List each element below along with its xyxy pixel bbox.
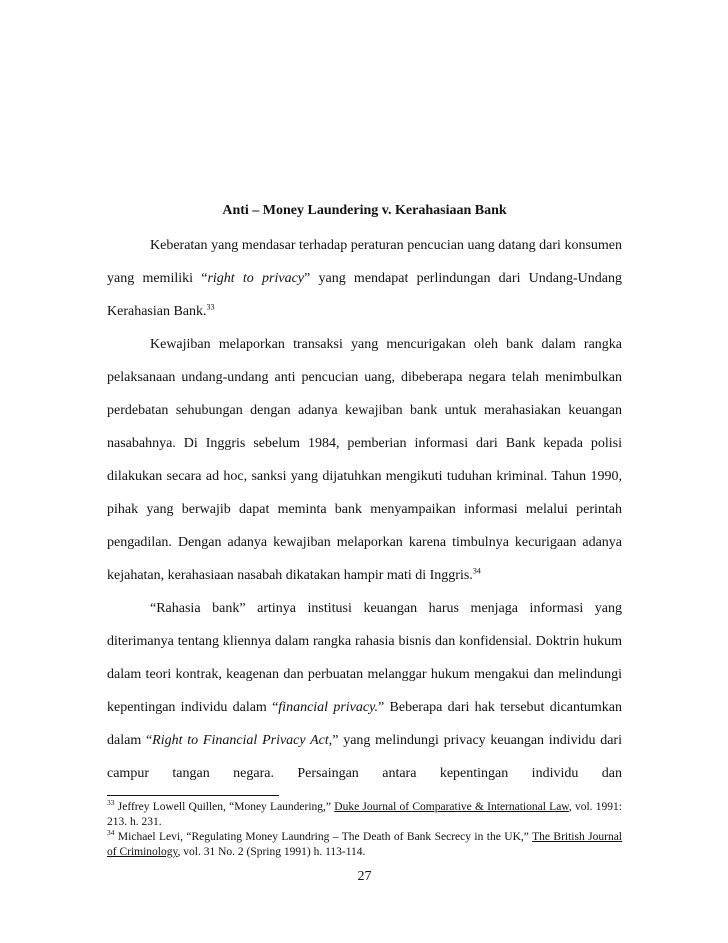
paragraph-1-italic: right to privacy bbox=[207, 271, 305, 286]
footnote-33-author: Jeffrey Lowell Quillen, “Money Laundering,” bbox=[114, 801, 335, 813]
footnote-34-source: The British Journal of Criminology bbox=[107, 831, 622, 858]
footnote-33-details: , vol. 1991: 213. h. 231. bbox=[107, 801, 622, 828]
paragraph-3-text-a: “Rahasia bank” artinya institusi keuangan harus menjaga informasi yang diterimanya tentang kliennya dalam rangka rahasia bisnis dan konfidensial. Doktrin hukum dalam teori kontrak, keagenan dan perbuatan melanggar hukum mengakui dan melindungi kepentingan individu dalam “ bbox=[107, 601, 622, 715]
footnote-33-source: Duke Journal of Comparative & International Law bbox=[334, 801, 569, 813]
paragraph-1 bbox=[107, 229, 622, 328]
document-page bbox=[107, 0, 622, 943]
footnote-34-details: , vol. 31 No. 2 (Spring 1991) h. 113-114. bbox=[177, 846, 366, 858]
paragraph-3-text-c: ,” yang melindungi privacy keuangan individu dari campur tangan negara. Persaingan antara kepentingan individu dan bbox=[107, 733, 622, 781]
footnote-34 bbox=[107, 830, 622, 860]
footnote-34-author: Michael Levi, “Regulating Money Laundring – The Death of Bank Secrecy in the UK,” bbox=[114, 831, 533, 843]
paragraph-1-text-a: Keberatan yang mendasar terhadap peraturan pencucian uang datang dari konsumen yang memiliki “ bbox=[107, 238, 622, 286]
page-number: 27 bbox=[357, 869, 372, 884]
paragraph-2 bbox=[107, 328, 622, 592]
footnote-33-number: 33 bbox=[107, 798, 115, 808]
paragraph-3 bbox=[107, 592, 622, 790]
footnotes bbox=[107, 800, 622, 860]
paragraph-3-italic-b: Right to Financial Privacy Act bbox=[152, 733, 329, 748]
footnote-divider bbox=[107, 795, 279, 796]
paragraph-1-text-b: ” yang mendapat perlindungan dari Undang-Undang Kerahasian Bank. bbox=[107, 271, 622, 319]
footnote-34-number: 34 bbox=[107, 828, 115, 838]
paragraph-3-text-b: ” Beberapa dari hak tersebut dicantumkan dalam “ bbox=[107, 700, 623, 748]
paragraph-2-text: Kewajiban melaporkan transaksi yang mencurigakan oleh bank dalam rangka pelaksanaan undang-undang anti pencucian uang, dibeberapa negara telah menimbulkan perdebatan sehubungan dengan adanya kewajiban bank untuk merahasiakan keuangan nasabahnya. Di Inggris sebelum 1984, pemberian informasi dari Bank kepada polisi dilakukan secara ad hoc, sanksi yang dijatuhkan mengikuti tuduhan kriminal. Tahun 1990, pihak yang berwajib dapat meminta bank menyampaikan informasi melalui perintah pengadilan. Dengan adanya kewajiban melaporkan karena timbulnya kecurigaan adanya kejahatan, kerahasiaan nasabah dikatakan hampir mati di Inggris. bbox=[107, 337, 622, 583]
paragraph-3-italic-a: financial privacy. bbox=[278, 700, 379, 715]
section-heading: Anti – Money Laundering v. Kerahasiaan Bank bbox=[222, 203, 507, 218]
footnote-33 bbox=[107, 800, 622, 830]
footnote-ref-34: 34 bbox=[472, 566, 481, 576]
footnote-ref-33: 33 bbox=[206, 302, 215, 312]
body-text bbox=[107, 229, 622, 790]
